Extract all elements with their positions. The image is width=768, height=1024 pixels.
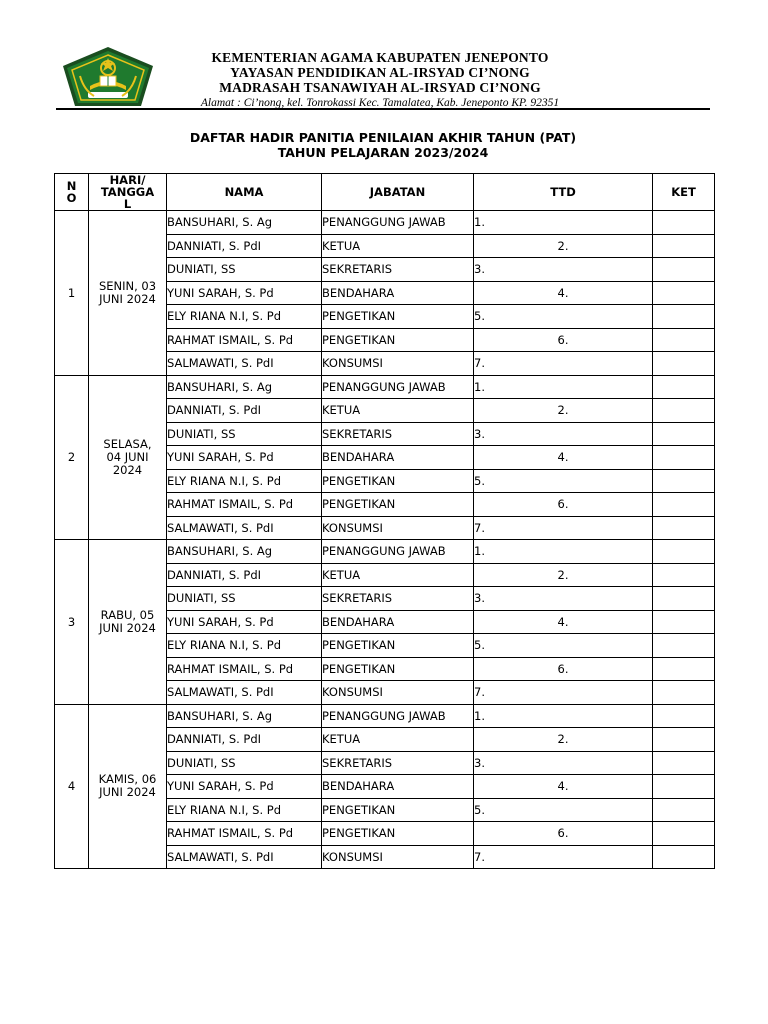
member-name: DUNIATI, SS (167, 587, 322, 611)
signature-cell: 5. (474, 798, 653, 822)
attendance-table-body (55, 211, 715, 869)
member-name: BANSUHARI, S. Ag (167, 375, 322, 399)
signature-cell: 7. (474, 352, 653, 376)
group-day (89, 211, 167, 376)
note-cell (653, 822, 715, 846)
signature-cell: 7. (474, 845, 653, 869)
document-title-line1: DAFTAR HADIR PANITIA PENILAIAN AKHIR TAHUN (PAT) (189, 130, 577, 145)
note-cell (653, 610, 715, 634)
header-position: JABATAN (322, 174, 474, 211)
note-cell (653, 305, 715, 329)
member-name: DANNIATI, S. PdI (167, 728, 322, 752)
signature-cell: 1. (474, 704, 653, 728)
group-day-line: 04 JUNI (106, 449, 149, 464)
attendance-table (54, 173, 715, 869)
header-day (89, 174, 167, 211)
member-position: PENANGGUNG JAWAB (322, 211, 474, 235)
member-name: BANSUHARI, S. Ag (167, 211, 322, 235)
table-header-row (55, 174, 715, 211)
member-position: PENGETIKAN (322, 305, 474, 329)
note-cell (653, 469, 715, 493)
letterhead-school: MADRASAH TSANAWIYAH AL-IRSYAD CI’NONG (219, 80, 541, 95)
group-number: 2 (55, 375, 89, 540)
member-name: DANNIATI, S. PdI (167, 399, 322, 423)
member-position: BENDAHARA (322, 281, 474, 305)
signature-cell: 1. (474, 375, 653, 399)
note-cell (653, 446, 715, 470)
signature-cell: 5. (474, 634, 653, 658)
note-cell (653, 211, 715, 235)
member-name: RAHMAT ISMAIL, S. Pd (167, 822, 322, 846)
member-position: PENANGGUNG JAWAB (322, 540, 474, 564)
member-name: DUNIATI, SS (167, 258, 322, 282)
member-name: YUNI SARAH, S. Pd (167, 610, 322, 634)
note-cell (653, 234, 715, 258)
group-day-line: 2024 (112, 462, 143, 477)
note-cell (653, 493, 715, 517)
member-name: DUNIATI, SS (167, 751, 322, 775)
note-cell (653, 751, 715, 775)
header-day-line: HARI/ (109, 173, 146, 187)
note-cell (653, 634, 715, 658)
note-cell (653, 728, 715, 752)
member-name: BANSUHARI, S. Ag (167, 540, 322, 564)
member-position: KETUA (322, 728, 474, 752)
signature-cell: 5. (474, 469, 653, 493)
signature-cell: 5. (474, 305, 653, 329)
note-cell (653, 422, 715, 446)
group-day-line: RABU, 05 (100, 607, 155, 622)
letterhead (160, 50, 600, 110)
member-name: RAHMAT ISMAIL, S. Pd (167, 328, 322, 352)
note-cell (653, 587, 715, 611)
note-cell (653, 681, 715, 705)
member-position: SEKRETARIS (322, 422, 474, 446)
member-position: KETUA (322, 563, 474, 587)
header-note: KET (653, 174, 715, 211)
signature-cell: 2. (474, 399, 653, 423)
kemenag-logo (60, 46, 156, 108)
letterhead-divider (56, 108, 710, 110)
signature-cell: 3. (474, 751, 653, 775)
signature-cell: 3. (474, 587, 653, 611)
signature-cell: 6. (474, 657, 653, 681)
group-day-line: JUNI 2024 (99, 620, 156, 635)
table-row (55, 704, 715, 728)
member-position: PENGETIKAN (322, 469, 474, 493)
member-position: PENGETIKAN (322, 657, 474, 681)
group-day-line: JUNI 2024 (99, 785, 156, 800)
signature-cell: 7. (474, 516, 653, 540)
member-position: SEKRETARIS (322, 587, 474, 611)
signature-cell: 7. (474, 681, 653, 705)
member-position: PENGETIKAN (322, 493, 474, 517)
note-cell (653, 775, 715, 799)
signature-cell: 2. (474, 563, 653, 587)
group-day-line: KAMIS, 06 (98, 772, 157, 787)
note-cell (653, 798, 715, 822)
member-name: DUNIATI, SS (167, 422, 322, 446)
member-position: PENANGGUNG JAWAB (322, 375, 474, 399)
note-cell (653, 328, 715, 352)
member-name: ELY RIANA N.I, S. Pd (167, 469, 322, 493)
header-name: NAMA (167, 174, 322, 211)
table-row (55, 211, 715, 235)
group-day-line: SELASA, (103, 436, 152, 451)
signature-cell: 3. (474, 422, 653, 446)
note-cell (653, 258, 715, 282)
note-cell (653, 657, 715, 681)
group-number: 4 (55, 704, 89, 869)
member-name: SALMAWATI, S. PdI (167, 352, 322, 376)
note-cell (653, 540, 715, 564)
note-cell (653, 281, 715, 305)
member-position: PENANGGUNG JAWAB (322, 704, 474, 728)
group-day (89, 540, 167, 705)
table-row (55, 540, 715, 564)
signature-cell: 6. (474, 822, 653, 846)
group-number: 1 (55, 211, 89, 376)
signature-cell: 2. (474, 728, 653, 752)
member-position: PENGETIKAN (322, 798, 474, 822)
header-no-line: O (66, 191, 77, 205)
kemenag-emblem-icon (60, 46, 156, 108)
signature-cell: 4. (474, 281, 653, 305)
letterhead-address: Alamat : Ci’nong, kel. Tonrokassi Kec. Tamalatea, Kab. Jeneponto KP. 92351 (200, 97, 560, 109)
document-title (56, 130, 710, 160)
note-cell (653, 516, 715, 540)
member-name: YUNI SARAH, S. Pd (167, 281, 322, 305)
member-position: BENDAHARA (322, 775, 474, 799)
member-position: BENDAHARA (322, 446, 474, 470)
group-day-line: JUNI 2024 (99, 291, 156, 306)
member-position: KETUA (322, 234, 474, 258)
note-cell (653, 375, 715, 399)
member-position: KONSUMSI (322, 681, 474, 705)
member-name: DANNIATI, S. PdI (167, 563, 322, 587)
document-title-line2: TAHUN PELAJARAN 2023/2024 (277, 145, 489, 160)
header-no-line: N (66, 179, 77, 193)
member-name: BANSUHARI, S. Ag (167, 704, 322, 728)
signature-cell: 6. (474, 493, 653, 517)
member-name: RAHMAT ISMAIL, S. Pd (167, 493, 322, 517)
group-day (89, 704, 167, 869)
note-cell (653, 704, 715, 728)
member-position: SEKRETARIS (322, 751, 474, 775)
group-day (89, 375, 167, 540)
member-position: PENGETIKAN (322, 328, 474, 352)
letterhead-foundation: YAYASAN PENDIDIKAN AL-IRSYAD CI’NONG (230, 65, 530, 80)
member-position: SEKRETARIS (322, 258, 474, 282)
member-name: SALMAWATI, S. PdI (167, 845, 322, 869)
member-name: RAHMAT ISMAIL, S. Pd (167, 657, 322, 681)
member-name: YUNI SARAH, S. Pd (167, 446, 322, 470)
member-position: KETUA (322, 399, 474, 423)
member-position: PENGETIKAN (322, 822, 474, 846)
signature-cell: 1. (474, 211, 653, 235)
signature-cell: 1. (474, 540, 653, 564)
header-day-line: TANGGA (100, 185, 155, 199)
member-name: YUNI SARAH, S. Pd (167, 775, 322, 799)
signature-cell: 4. (474, 775, 653, 799)
member-position: KONSUMSI (322, 516, 474, 540)
member-position: PENGETIKAN (322, 634, 474, 658)
signature-cell: 2. (474, 234, 653, 258)
note-cell (653, 845, 715, 869)
member-name: ELY RIANA N.I, S. Pd (167, 305, 322, 329)
member-name: DANNIATI, S. PdI (167, 234, 322, 258)
member-position: KONSUMSI (322, 352, 474, 376)
member-name: ELY RIANA N.I, S. Pd (167, 798, 322, 822)
member-name: SALMAWATI, S. PdI (167, 681, 322, 705)
header-no (55, 174, 89, 211)
member-position: KONSUMSI (322, 845, 474, 869)
note-cell (653, 563, 715, 587)
table-row (55, 375, 715, 399)
group-day-line: SENIN, 03 (98, 278, 157, 293)
note-cell (653, 352, 715, 376)
header-day-line: L (123, 197, 132, 211)
group-number: 3 (55, 540, 89, 705)
signature-cell: 6. (474, 328, 653, 352)
signature-cell: 4. (474, 610, 653, 634)
note-cell (653, 399, 715, 423)
letterhead-ministry: KEMENTERIAN AGAMA KABUPATEN JENEPONTO (211, 50, 549, 65)
header-sign: TTD (474, 174, 653, 211)
member-name: SALMAWATI, S. PdI (167, 516, 322, 540)
member-position: BENDAHARA (322, 610, 474, 634)
signature-cell: 3. (474, 258, 653, 282)
member-name: ELY RIANA N.I, S. Pd (167, 634, 322, 658)
signature-cell: 4. (474, 446, 653, 470)
